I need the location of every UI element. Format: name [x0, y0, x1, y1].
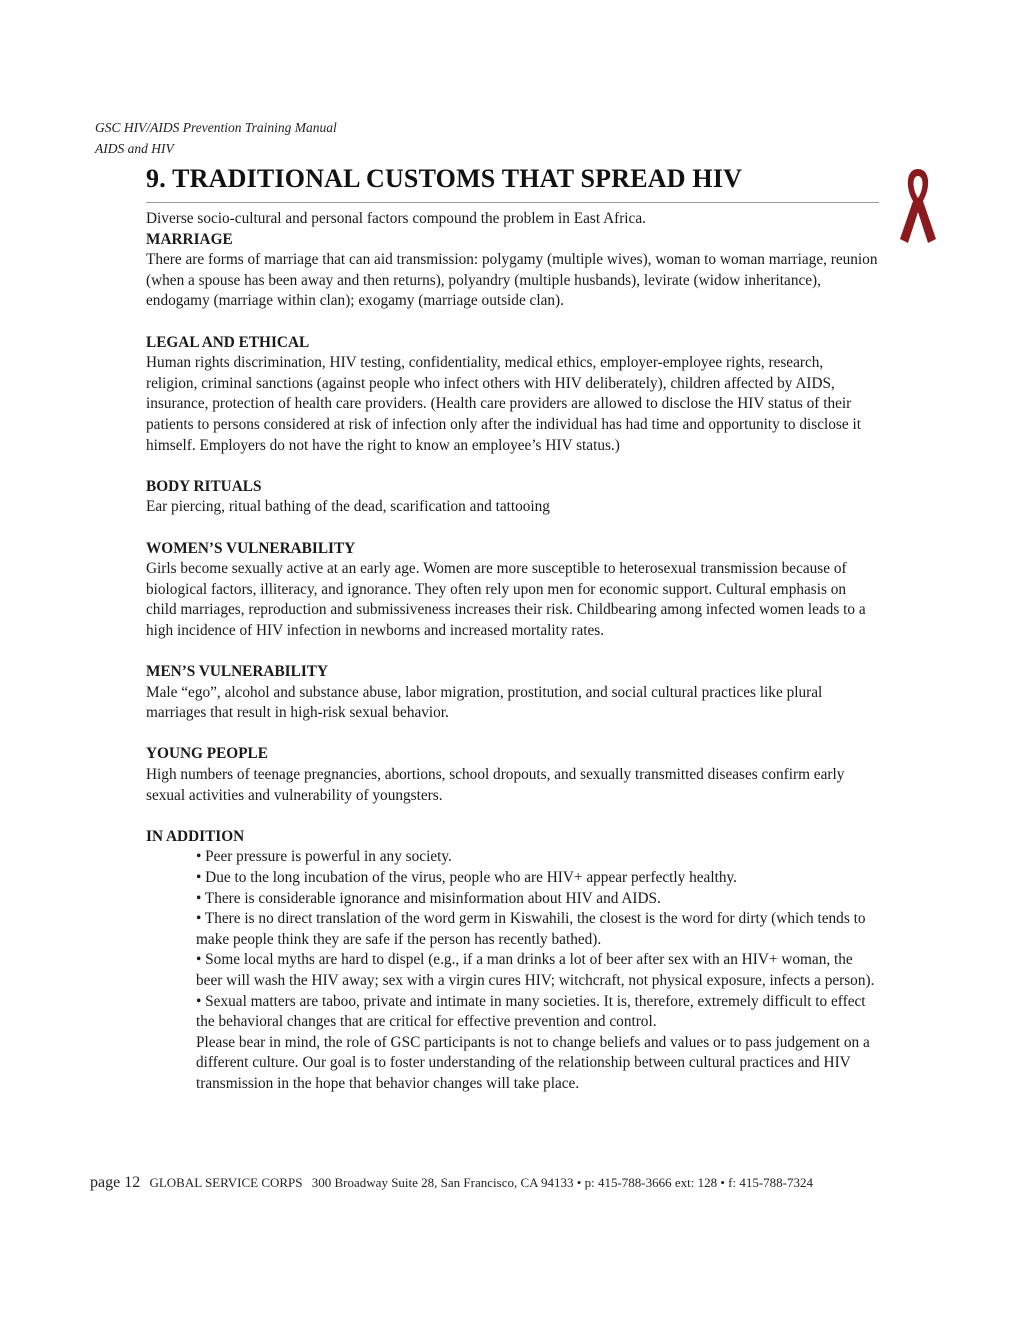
- chapter-name: AIDS and HIV: [95, 141, 174, 156]
- section-text-men: Male “ego”, alcohol and substance abuse, labor migration, prostitution, and social cultural practices like plural marriages that result in high-risk sexual behavior.: [146, 683, 823, 722]
- closing-paragraph: Please bear in mind, the role of GSC participants is not to change beliefs and values or to pass judgement on a different culture. Our goal is to foster understanding of the relationship between cultural practices and HIV transmission in the hope that behavior changes will take place.: [196, 1033, 870, 1092]
- section-heading-young: YOUNG PEOPLE: [146, 745, 268, 763]
- section-text-marriage: There are forms of marriage that can aid transmission: polygamy (multiple wives), woman to woman marriage, reunion (when a spouse has been away and then returns), polyandry (multiple husbands), levirate (widow inheritance), endogamy (marriage within clan); exogamy (marriage outside clan).: [146, 251, 878, 310]
- bullet-item: • Due to the long incubation of the virus, people who are HIV+ appear perfectly healthy.: [196, 869, 737, 886]
- section-heading-men: MEN’S VULNERABILITY: [146, 663, 329, 681]
- page-number: page 12: [90, 1174, 141, 1191]
- title-divider: [146, 202, 879, 203]
- section-heading-women: WOMEN’S VULNERABILITY: [146, 539, 356, 557]
- page-title: 9. TRADITIONAL CUSTOMS THAT SPREAD HIV: [146, 164, 743, 193]
- bullet-item: • There is no direct translation of the word germ in Kiswahili, the closest is the word for dirty (which tends to make people think they are safe if the person has recently bathed).: [196, 910, 866, 948]
- section-text-young: High numbers of teenage pregnancies, abortions, school dropouts, and sexually transmitted diseases confirm early sexual activities and vulnerability of youngsters.: [146, 766, 845, 804]
- bullet-item: • There is considerable ignorance and misinformation about HIV and AIDS.: [196, 889, 661, 907]
- section-heading-marriage: MARRIAGE: [146, 230, 233, 248]
- addition-bullet-list: [146, 847, 878, 1094]
- footer-contact: 300 Broadway Suite 28, San Francisco, CA 94133 • p: 415-788-3666 ext: 128 • f: 415-788-7324: [311, 1175, 814, 1190]
- section-text-legal: Human rights discrimination, HIV testing, confidentiality, medical ethics, employer-employee rights, research, religion, criminal sanctions (against people who infect others with HIV deliberately), children affected by AIDS, insurance, protection of health care providers. (Health care providers are allowed to disclose the HIV status of their patients to persons considered at risk of infection only after the individual has had time and opportunity to disclose it himself. Employers do not have the right to know an employee’s HIV status.): [146, 354, 861, 454]
- bullet-item: • Peer pressure is powerful in any society.: [196, 848, 452, 866]
- footer-organization: GLOBAL SERVICE CORPS: [149, 1175, 303, 1190]
- section-heading-body-rituals: BODY RITUALS: [146, 477, 262, 495]
- section-text-women: Girls become sexually active at an early age. Women are more susceptible to heterosexual transmission because of biological factors, illiteracy, and ignorance. They often rely upon men for economic support. Cultural emphasis on child marriages, reproduction and submissiveness increases their risk. Childbearing among infected women leads to a high incidence of HIV infection in newborns and increased mortality rates.: [146, 560, 866, 639]
- section-text-body-rituals: Ear piercing, ritual bathing of the dead, scarification and tattooing: [146, 498, 550, 516]
- manual-title: GSC HIV/AIDS Prevention Training Manual: [95, 120, 337, 135]
- section-heading-legal: LEGAL AND ETHICAL: [146, 333, 310, 351]
- red-ribbon-icon: [896, 165, 940, 247]
- intro-text: Diverse socio-cultural and personal factors compound the problem in East Africa.: [146, 210, 646, 227]
- section-heading-addition: IN ADDITION: [146, 827, 245, 845]
- main-content: [146, 209, 878, 1095]
- page-footer: [90, 1174, 813, 1192]
- bullet-item: • Sexual matters are taboo, private and intimate in many societies. It is, therefore, extremely difficult to effect the behavioral changes that are critical for effective prevention and control.: [196, 992, 866, 1031]
- running-header: [95, 117, 337, 159]
- bullet-item: • Some local myths are hard to dispel (e.g., if a man drinks a lot of beer after sex with an HIV+ woman, the beer will wash the HIV away; sex with a virgin cures HIV; witchcraft, not physical exposure, infects a person).: [196, 951, 875, 989]
